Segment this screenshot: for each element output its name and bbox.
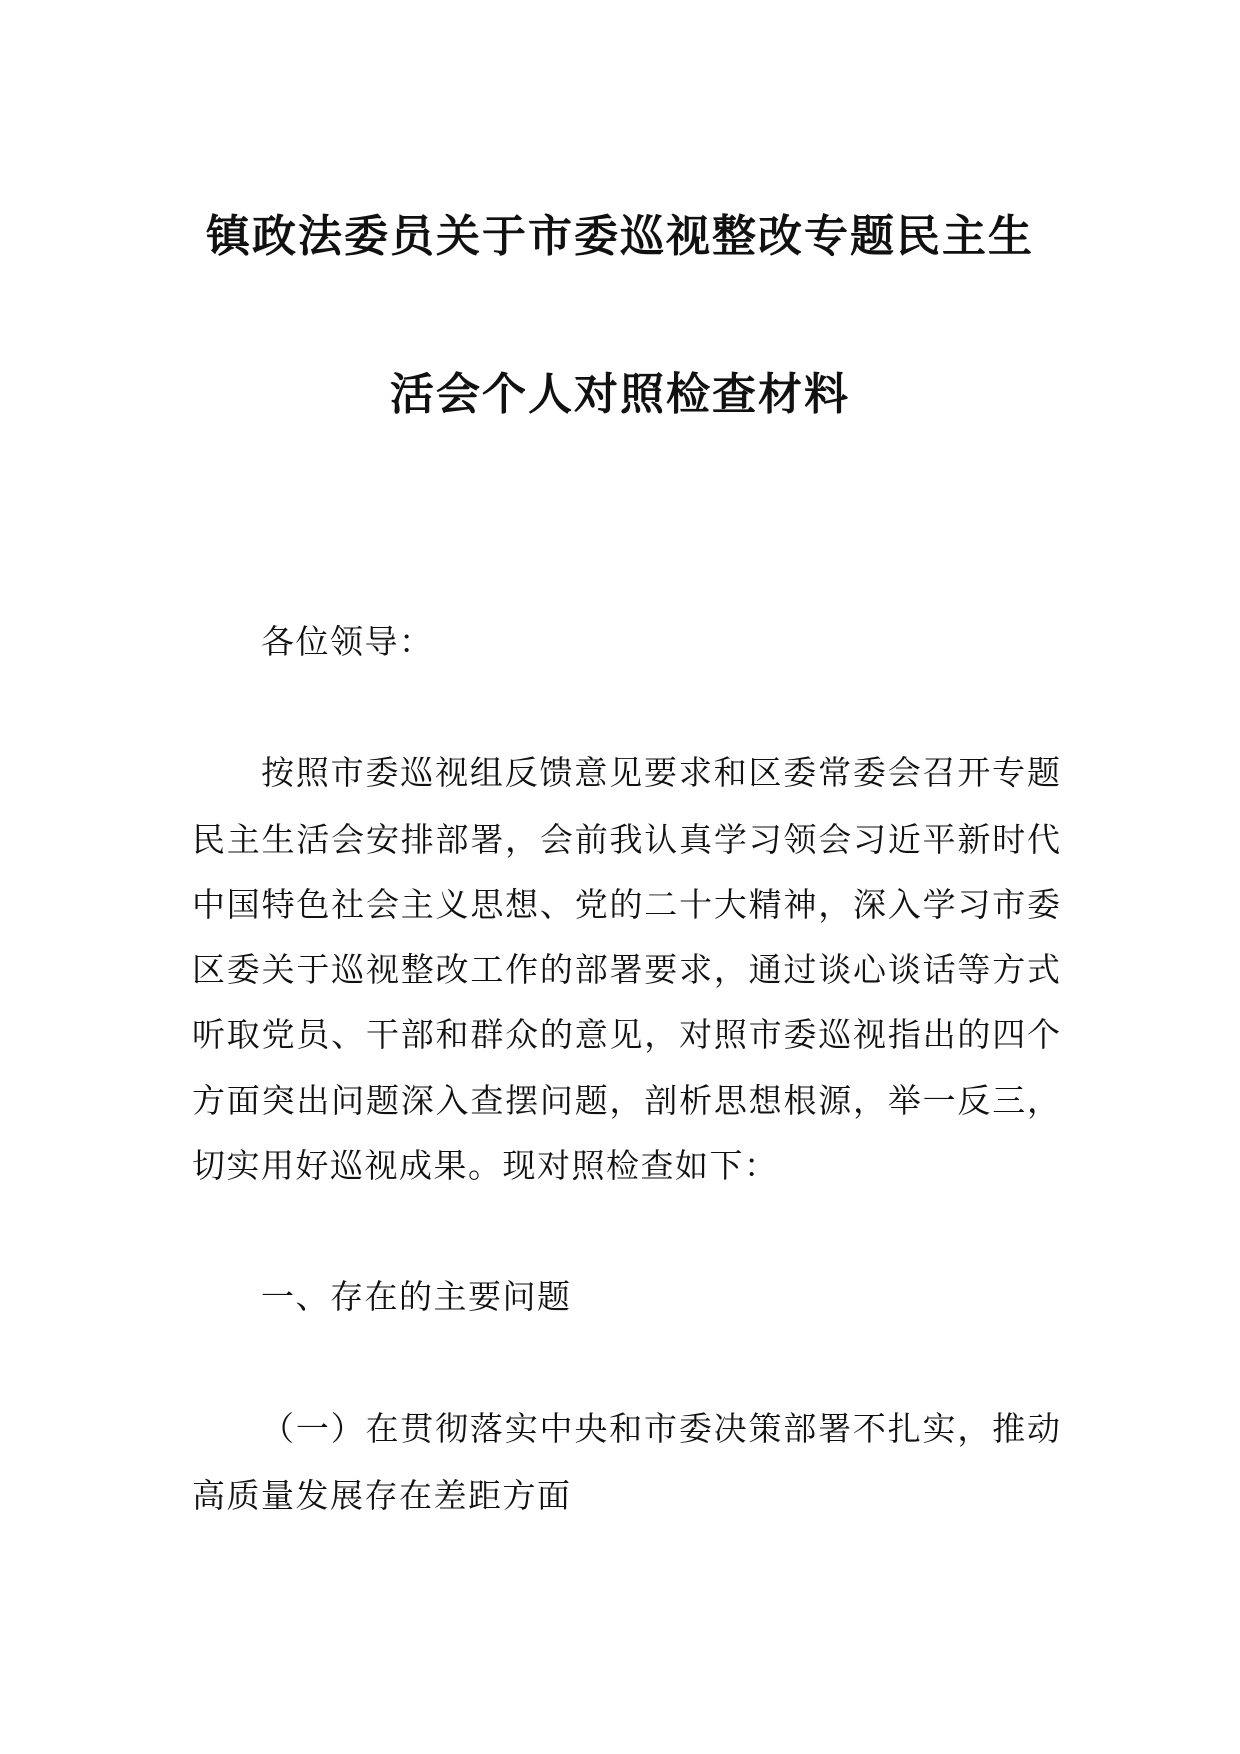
salutation: 各位领导：	[261, 622, 434, 661]
subsection-heading-line: （一）在贯彻落实中央和市委决策部署不扎实，推动	[261, 1409, 1060, 1448]
intro-line: 按照市委巡视组反馈意见要求和区委常委会召开专题	[261, 753, 1060, 792]
document-title-line-2: 活会个人对照检查材料	[390, 369, 850, 420]
subsection-heading-line: 高质量发展存在差距方面	[192, 1476, 572, 1515]
intro-line: 民主生活会安排部署，会前我认真学习领会习近平新时代	[192, 820, 1060, 859]
document-title-line-1: 镇政法委员关于市委巡视整改专题民主生	[206, 211, 1034, 262]
intro-line: 中国特色社会主义思想、党的二十大精神，深入学习市委	[192, 885, 1060, 924]
intro-line: 切实用好巡视成果。现对照检查如下：	[192, 1146, 779, 1185]
intro-line: 区委关于巡视整改工作的部署要求，通过谈心谈话等方式	[192, 950, 1060, 989]
section-heading: 一、存在的主要问题	[261, 1277, 572, 1316]
intro-line: 方面突出问题深入查摆问题，剖析思想根源，举一反三，	[192, 1081, 1060, 1120]
intro-line: 听取党员、干部和群众的意见，对照市委巡视指出的四个	[192, 1015, 1060, 1054]
